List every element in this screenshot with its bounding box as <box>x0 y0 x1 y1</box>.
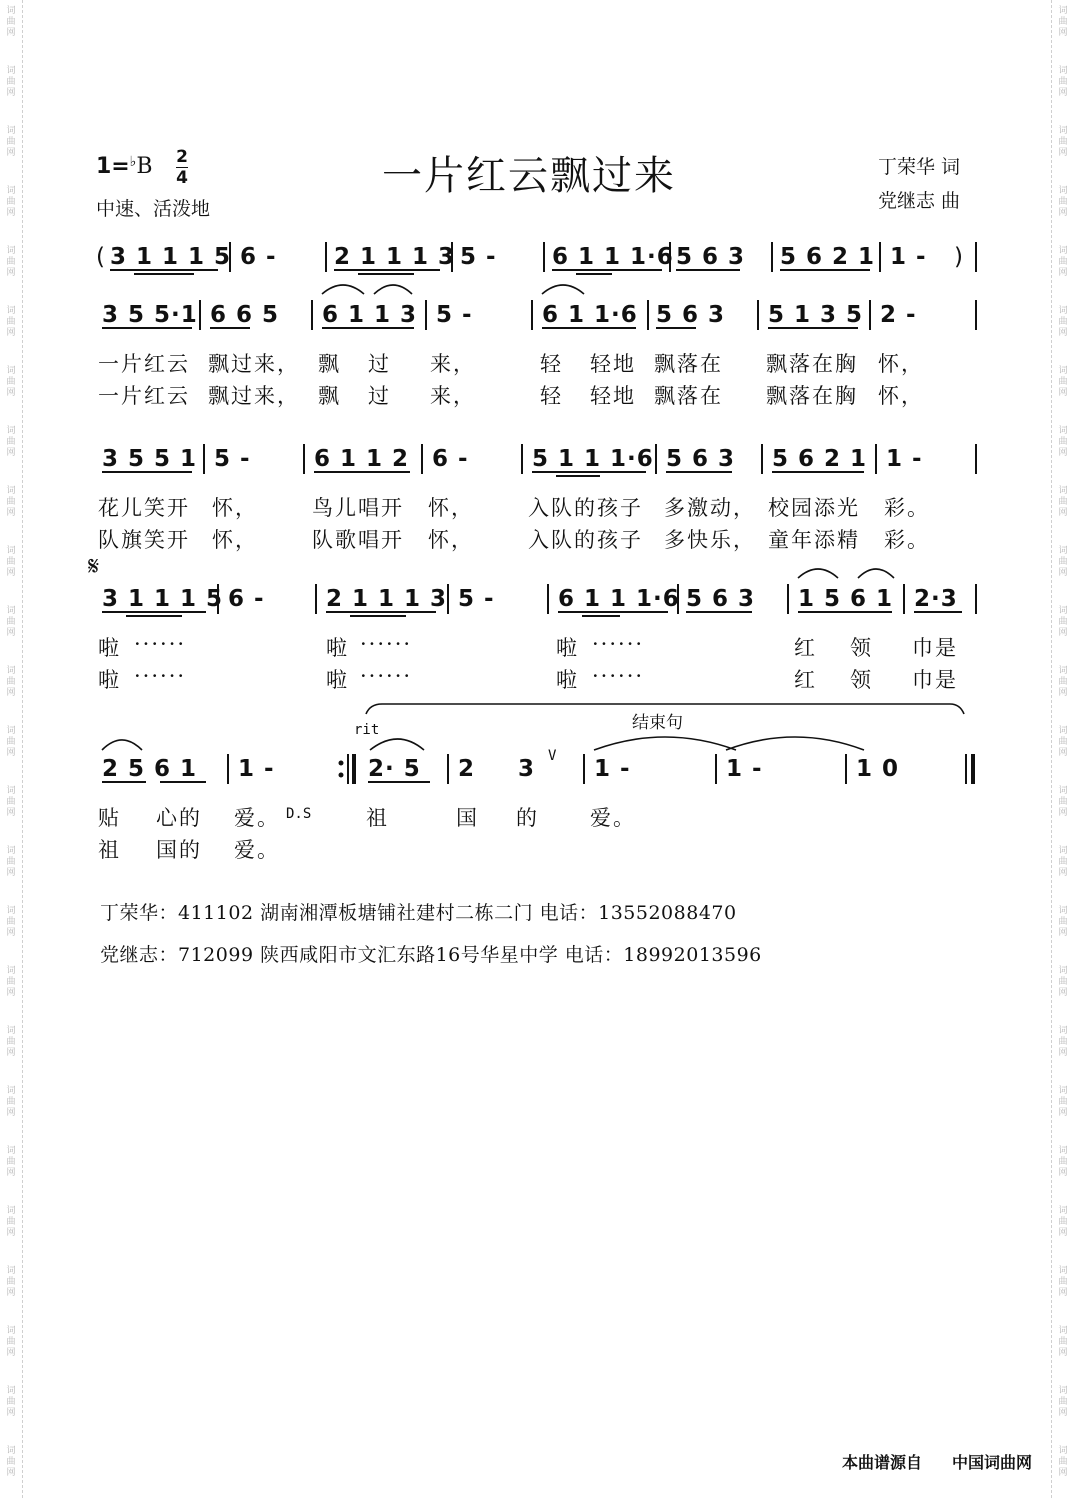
watermark-text: 词 曲 网 <box>1058 366 1068 398</box>
watermark-text: 词 曲 网 <box>1058 666 1068 698</box>
lyric-5b-3: 爱。 <box>234 838 280 862</box>
watermark-text: 词 曲 网 <box>6 366 16 398</box>
lyric-4a-7: 红 <box>794 636 817 660</box>
lyric-2a-1: 一片红云 <box>98 352 190 376</box>
lyric-4b-7: 红 <box>794 668 817 692</box>
watermark-text: 词 曲 网 <box>6 906 16 938</box>
watermark-text: 词 曲 网 <box>1058 1026 1068 1058</box>
lyric-2a-3: 飘 <box>318 352 341 376</box>
measure-3-6: 5 6 3 <box>666 446 736 472</box>
watermark-text: 词 曲 网 <box>6 1146 16 1178</box>
measure-3-8: 1 - <box>886 446 923 472</box>
ds-marking: D.S <box>286 806 312 822</box>
watermark-text: 词 曲 网 <box>6 246 16 278</box>
watermark-text: 词 曲 网 <box>6 606 16 638</box>
lyric-4b-2: ······ <box>134 664 187 688</box>
lyric-4b-9: 巾是 <box>912 668 958 692</box>
measure-2-5: 6 1 1·6 <box>542 302 638 328</box>
lyric-3a-8: 彩。 <box>884 496 930 520</box>
key-prefix: 1= <box>96 154 130 179</box>
measure-2-6: 5 6 3 <box>656 302 726 328</box>
lyric-2b-2: 飘过来， <box>208 384 300 408</box>
lyric-2b-7: 轻地 <box>590 384 636 408</box>
lyric-2a-10: 怀， <box>878 352 924 376</box>
lyric-4b-3: 啦 <box>326 668 349 692</box>
lyric-4a-1: 啦 <box>98 636 121 660</box>
lyric-3a-3: 鸟儿唱开 <box>312 496 404 520</box>
measure-2-4: 5 - <box>436 302 473 328</box>
lyric-2a-6: 轻 <box>540 352 563 376</box>
watermark-text: 词 曲 网 <box>1058 186 1068 218</box>
lyric-2a-2: 飘过来， <box>208 352 300 376</box>
measure-5-6: 1 - <box>594 756 631 782</box>
lyric-3b-6: 多快乐， <box>664 528 756 552</box>
watermark-text: 词 曲 网 <box>6 786 16 818</box>
lyric-4b-8: 领 <box>850 668 873 692</box>
meter-bottom: 4 <box>176 168 188 188</box>
lyric-3b-2: 怀， <box>212 528 258 552</box>
watermark-text: 词 曲 网 <box>6 846 16 878</box>
rit-marking: rit <box>354 722 380 738</box>
lyric-2a-5: 来， <box>430 352 476 376</box>
lyric-4a-9: 巾是 <box>912 636 958 660</box>
watermark-text: 词 曲 网 <box>1058 1446 1068 1478</box>
measure-3-1: 3 5 5 1 <box>102 446 198 472</box>
measure-4-7: 1 5 6 1 <box>798 586 894 612</box>
watermark-text: 词 曲 网 <box>1058 1266 1068 1298</box>
watermark-text: 词 曲 网 <box>6 486 16 518</box>
contact-lyricist: 丁荣华：411102 湖南湘潭板塘铺社建村二栋二门 电话：13552088470 <box>100 902 737 924</box>
watermark-text: 词 曲 网 <box>1058 1146 1068 1178</box>
lyric-2b-8: 飘落在 <box>654 384 723 408</box>
watermark-text: 词 曲 网 <box>6 306 16 338</box>
lyric-3b-3: 队歌唱开 <box>312 528 404 552</box>
lyric-5b-2: 国的 <box>156 838 202 862</box>
watermark-text: 词 曲 网 <box>1058 246 1068 278</box>
open-paren: ( <box>96 244 106 270</box>
lyric-3a-7: 校园添光 <box>768 496 860 520</box>
watermark-text: 词 曲 网 <box>1058 306 1068 338</box>
lyric-4b-1: 啦 <box>98 668 121 692</box>
lyric-4a-8: 领 <box>850 636 873 660</box>
lyric-5a-1: 贴 <box>98 806 121 830</box>
ending-label: 结束句 <box>632 713 683 733</box>
breath-mark: V <box>548 748 557 764</box>
segno-sign: 𝄋 <box>88 552 100 582</box>
lyric-2b-4: 过 <box>368 384 391 408</box>
measure-2-8: 2 - <box>880 302 917 328</box>
measure-3-7: 5 6 2 1 <box>772 446 868 472</box>
measure-5-8: 1 0 <box>856 756 900 782</box>
measure-4-5: 6 1 1 1·6 <box>558 586 680 612</box>
measure-2-1: 3 5 5·1 <box>102 302 198 328</box>
watermark-text: 词 曲 网 <box>6 6 16 38</box>
watermark-text: 词 曲 网 <box>1058 546 1068 578</box>
key-note: B <box>136 154 153 179</box>
watermark-text: 词 曲 网 <box>6 1206 16 1238</box>
watermark-text: 词 曲 网 <box>1058 126 1068 158</box>
watermark-text: 词 曲 网 <box>1058 1386 1068 1418</box>
measure-5-4: 2 <box>458 756 476 782</box>
lyric-5a-5: 祖 <box>366 806 389 830</box>
close-paren: ) <box>954 244 964 270</box>
watermark-text: 词 曲 网 <box>6 546 16 578</box>
measure-1-7: 5 6 2 1 <box>780 244 876 270</box>
lyric-4b-6: ······ <box>592 664 645 688</box>
lyric-2b-10: 怀， <box>878 384 924 408</box>
measure-4-2: 6 - <box>228 586 265 612</box>
lyric-5a-8: 爱。 <box>590 806 636 830</box>
watermark-text: 词 曲 网 <box>1058 906 1068 938</box>
song-title: 一片红云飘过来 <box>382 153 676 199</box>
slurs <box>102 285 964 750</box>
measure-2-3: 6 1 1 3 <box>322 302 418 328</box>
measure-3-4: 6 - <box>432 446 469 472</box>
watermark-text: 词 曲 网 <box>1058 486 1068 518</box>
measure-3-5: 5 1 1 1·6 <box>532 446 654 472</box>
lyric-2b-6: 轻 <box>540 384 563 408</box>
watermark-text: 词 曲 网 <box>6 1026 16 1058</box>
measure-4-3: 2 1 1 1 3 <box>326 586 448 612</box>
lyric-3a-4: 怀， <box>428 496 474 520</box>
repeat-dots <box>339 761 344 778</box>
measure-4-8: 2·3 <box>914 586 958 612</box>
lyric-4b-5: 啦 <box>556 668 579 692</box>
lyric-2a-4: 过 <box>368 352 391 376</box>
bar-lines <box>200 242 976 784</box>
watermark-text: 词 曲 网 <box>6 1326 16 1358</box>
watermark-text: 词 曲 网 <box>1058 786 1068 818</box>
lyric-4a-5: 啦 <box>556 636 579 660</box>
lyric-5b-1: 祖 <box>98 838 121 862</box>
measure-1-4: 5 - <box>460 244 497 270</box>
measure-1-5: 6 1 1 1·6 <box>552 244 674 270</box>
lyric-2a-8: 飘落在 <box>654 352 723 376</box>
lyric-2b-5: 来， <box>430 384 476 408</box>
watermark-text: 词 曲 网 <box>1058 606 1068 638</box>
measure-1-8: 1 - <box>890 244 927 270</box>
watermark-text: 词 曲 网 <box>6 1086 16 1118</box>
lyric-3b-1: 队旗笑开 <box>98 528 190 552</box>
measure-1-2: 6 - <box>240 244 277 270</box>
lyric-2b-1: 一片红云 <box>98 384 190 408</box>
watermark-text: 词 曲 网 <box>1058 426 1068 458</box>
lyric-3b-8: 彩。 <box>884 528 930 552</box>
measure-2-2: 6 6 5 <box>210 302 280 328</box>
measure-4-4: 5 - <box>458 586 495 612</box>
watermark-text: 词 曲 网 <box>6 66 16 98</box>
watermark-text: 词 曲 网 <box>6 666 16 698</box>
lyric-4a-6: ······ <box>592 632 645 656</box>
watermark-text: 词 曲 网 <box>6 1266 16 1298</box>
measure-5-5: 3 <box>518 756 536 782</box>
watermark-text: 词 曲 网 <box>6 966 16 998</box>
lyric-2a-9: 飘落在胸 <box>766 352 858 376</box>
watermark-text: 词 曲 网 <box>1058 1086 1068 1118</box>
lyric-3a-2: 怀， <box>212 496 258 520</box>
lyric-3b-5: 入队的孩子 <box>528 528 643 552</box>
lyric-3b-7: 童年添精 <box>768 528 860 552</box>
measure-5-1: 2 5 6 1 <box>102 756 198 782</box>
lyric-2a-7: 轻地 <box>590 352 636 376</box>
measure-1-3: 2 1 1 1 3 <box>334 244 456 270</box>
lyric-3a-6: 多激动， <box>664 496 756 520</box>
measure-2-7: 5 1 3 5 <box>768 302 864 328</box>
lyric-5a-3: 爱。 <box>234 806 280 830</box>
watermark-text: 词 曲 网 <box>6 126 16 158</box>
source-label: 本曲谱源自 <box>842 1453 923 1472</box>
watermark-text: 词 曲 网 <box>1058 726 1068 758</box>
composer-credit: 党继志 曲 <box>878 190 961 212</box>
watermark-text: 词 曲 网 <box>6 426 16 458</box>
lyric-2b-9: 飘落在胸 <box>766 384 858 408</box>
watermark-text: 词 曲 网 <box>1058 846 1068 878</box>
lyric-3b-4: 怀， <box>428 528 474 552</box>
lyric-5a-2: 心的 <box>156 806 202 830</box>
lyric-3a-1: 花儿笑开 <box>98 496 190 520</box>
lyric-4a-4: ······ <box>360 632 413 656</box>
watermark-text: 词 曲 网 <box>1058 1206 1068 1238</box>
source-site-link[interactable]: 中国词曲网 <box>952 1453 1033 1472</box>
lyricist-credit: 丁荣华 词 <box>878 156 961 178</box>
watermark-text: 词 曲 网 <box>1058 1326 1068 1358</box>
lyric-5a-7: 的 <box>516 806 539 830</box>
watermark-text: 词 曲 网 <box>1058 6 1068 38</box>
measure-1-1: 3 1 1 1 5 <box>110 244 232 270</box>
watermark-text: 词 曲 网 <box>6 1386 16 1418</box>
watermark-text: 词 曲 网 <box>1058 66 1068 98</box>
measure-1-6: 5 6 3 <box>676 244 746 270</box>
measure-4-6: 5 6 3 <box>686 586 756 612</box>
measure-5-3: 2· 5 <box>368 756 421 782</box>
measure-5-7: 1 - <box>726 756 763 782</box>
measure-3-3: 6 1 1 2 <box>314 446 410 472</box>
watermark-text: 词 曲 网 <box>1058 966 1068 998</box>
watermark-text: 词 曲 网 <box>6 1446 16 1478</box>
contact-composer: 党继志：712099 陕西咸阳市文汇东路16号华星中学 电话：18992013596 <box>100 944 762 966</box>
watermark-text: 词 曲 网 <box>6 186 16 218</box>
meter-top: 2 <box>176 147 188 167</box>
watermark-text: 词 曲 网 <box>6 726 16 758</box>
measure-5-2: 1 - <box>238 756 275 782</box>
beam-underlines <box>102 270 962 782</box>
lyric-4b-4: ······ <box>360 664 413 688</box>
lyric-4a-3: 啦 <box>326 636 349 660</box>
measure-3-2: 5 - <box>214 446 251 472</box>
measure-4-1: 3 1 1 1 5 <box>102 586 224 612</box>
lyric-4a-2: ······ <box>134 632 187 656</box>
tempo-marking: 中速、活泼地 <box>96 198 211 220</box>
lyric-5a-6: 国 <box>456 806 479 830</box>
lyric-2b-3: 飘 <box>318 384 341 408</box>
lyric-3a-5: 入队的孩子 <box>528 496 643 520</box>
flat-sign: ♭ <box>129 154 137 170</box>
